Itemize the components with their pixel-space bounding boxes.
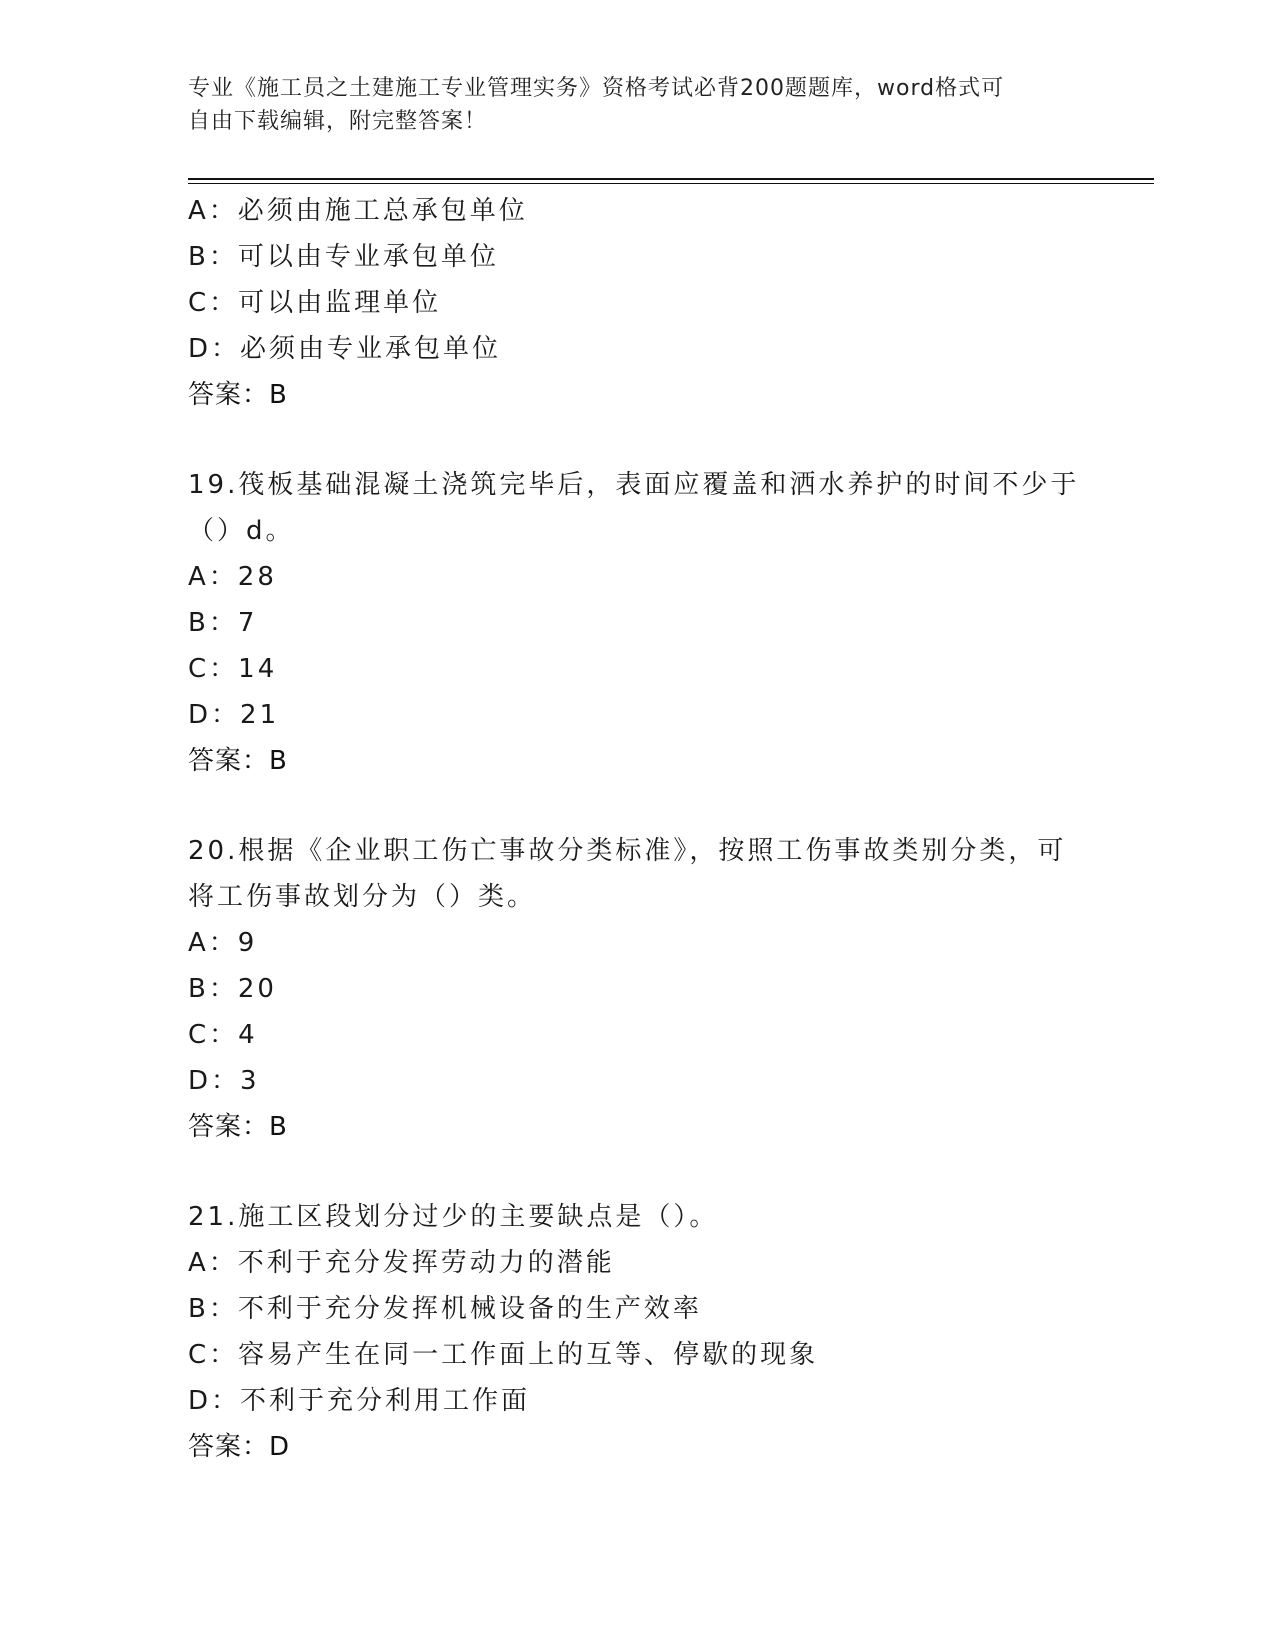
answer-line: 答案：B	[188, 380, 288, 410]
answer-line: 答案：D	[188, 1432, 291, 1462]
question-stem-continued: （）d。	[188, 516, 295, 546]
option-a: A：9	[188, 928, 258, 958]
option-d: D：3	[188, 1066, 260, 1096]
option-a: A：28	[188, 562, 277, 592]
option-c: C：4	[188, 1020, 258, 1050]
answer-line: 答案：B	[188, 746, 288, 776]
spacer	[188, 784, 1088, 828]
question-19	[188, 462, 1088, 784]
question-stem: 19.筏板基础混凝土浇筑完毕后，表面应覆盖和洒水养护的时间不少于	[188, 470, 1080, 500]
question-18-fragment	[188, 188, 1088, 418]
question-stem: 20.根据《企业职工伤亡事故分类标准》，按照工伤事故类别分类，可	[188, 836, 1067, 866]
answer-line: 答案：B	[188, 1112, 288, 1142]
header-divider-thick	[188, 178, 1154, 180]
option-d: D：必须由专业承包单位	[188, 334, 502, 364]
header-line-1: 专业《施工员之土建施工专业管理实务》资格考试必背200题题库，word格式可	[188, 76, 1005, 101]
option-b: B：20	[188, 974, 277, 1004]
spacer	[188, 1150, 1088, 1194]
document-header	[188, 72, 1088, 138]
option-a: A：必须由施工总承包单位	[188, 196, 528, 226]
question-21	[188, 1194, 1088, 1470]
spacer	[188, 418, 1088, 462]
question-stem-continued: 将工伤事故划分为（）类。	[188, 882, 537, 912]
option-b: B：可以由专业承包单位	[188, 242, 499, 272]
option-d: D：21	[188, 700, 280, 730]
option-b: B：不利于充分发挥机械设备的生产效率	[188, 1294, 702, 1324]
question-stem: 21.施工区段划分过少的主要缺点是（）。	[188, 1202, 719, 1232]
option-d: D：不利于充分利用工作面	[188, 1386, 531, 1416]
question-20	[188, 828, 1088, 1150]
header-line-2: 自由下载编辑，附完整答案！	[188, 109, 488, 134]
option-a: A：不利于充分发挥劳动力的潜能	[188, 1248, 615, 1278]
option-c: C：14	[188, 654, 278, 684]
option-c: C：容易产生在同一工作面上的互等、停歇的现象	[188, 1340, 819, 1370]
option-b: B：7	[188, 608, 258, 638]
question-content	[188, 188, 1088, 1470]
header-divider-thin	[188, 183, 1154, 184]
option-c: C：可以由监理单位	[188, 288, 442, 318]
